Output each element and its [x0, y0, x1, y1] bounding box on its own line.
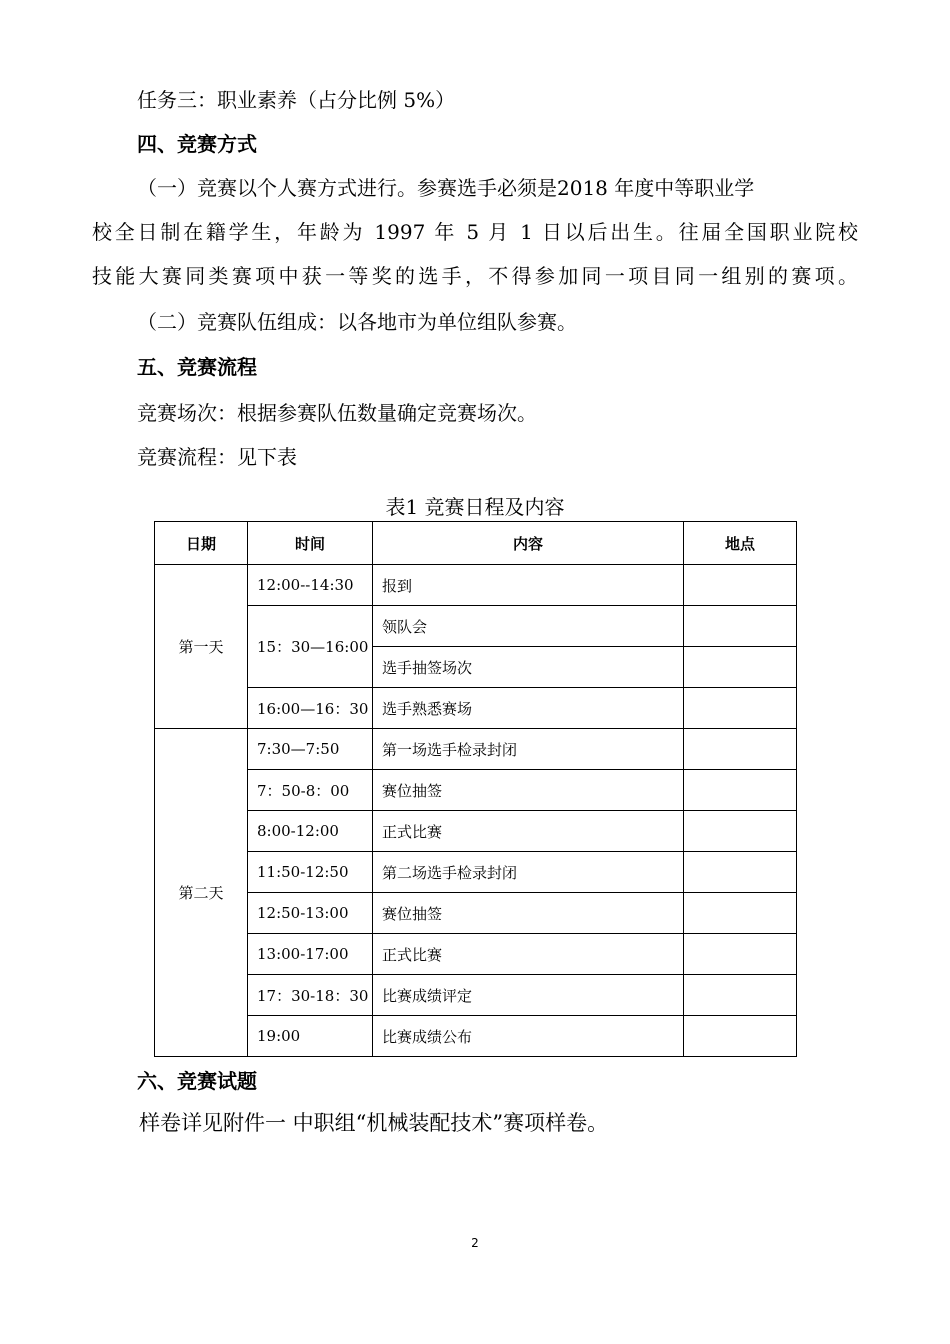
place-cell [684, 688, 797, 729]
table-row [155, 975, 797, 1016]
time-cell: 7:30—7:50 [248, 729, 373, 770]
time-cell: 11:50-12:50 [248, 852, 373, 893]
place-cell [684, 770, 797, 811]
header-date: 日期 [155, 522, 248, 565]
place-cell [684, 934, 797, 975]
content-cell: 领队会 [373, 606, 684, 647]
sec5-para2: 竞赛流程：见下表 [137, 445, 297, 469]
content-cell: 赛位抽签 [373, 893, 684, 934]
time-cell: 12:50-13:00 [248, 893, 373, 934]
table-row [155, 893, 797, 934]
day-cell: 第二天 [155, 729, 248, 1057]
time-cell: 15：30—16:00 [248, 606, 373, 688]
content-cell: 选手抽签场次 [373, 647, 684, 688]
content-cell: 正式比赛 [373, 811, 684, 852]
header-place: 地点 [684, 522, 797, 565]
table-row [155, 606, 797, 647]
content-cell: 报到 [373, 565, 684, 606]
sec5-para1: 竞赛场次：根据参赛队伍数量确定竞赛场次。 [137, 401, 537, 425]
time-cell: 13:00-17:00 [248, 934, 373, 975]
table-row [155, 811, 797, 852]
table-row [155, 565, 797, 606]
table-header-row [155, 522, 797, 565]
table-caption: 表1 竞赛日程及内容 [385, 495, 565, 519]
content-cell: 第一场选手检录封闭 [373, 729, 684, 770]
content-cell: 比赛成绩评定 [373, 975, 684, 1016]
section-4-heading: 四、竞赛方式 [137, 132, 257, 156]
table-row [155, 852, 797, 893]
section-5-heading: 五、竞赛流程 [137, 355, 257, 379]
time-cell: 16:00—16：30 [248, 688, 373, 729]
place-cell [684, 852, 797, 893]
task3-line: 任务三：职业素养（占分比例 5%） [137, 88, 456, 112]
content-cell: 比赛成绩公布 [373, 1016, 684, 1057]
time-cell: 12:00--14:30 [248, 565, 373, 606]
time-cell: 17：30-18：30 [248, 975, 373, 1016]
sec4-para2: （二）竞赛队伍组成：以各地市为单位组队参赛。 [137, 310, 577, 334]
content-cell: 赛位抽签 [373, 770, 684, 811]
section-6-heading: 六、竞赛试题 [137, 1069, 257, 1093]
header-time: 时间 [248, 522, 373, 565]
place-cell [684, 1016, 797, 1057]
day-cell: 第一天 [155, 565, 248, 729]
place-cell [684, 606, 797, 647]
table-row [155, 688, 797, 729]
table-row [155, 1016, 797, 1057]
table-row [155, 934, 797, 975]
content-cell: 正式比赛 [373, 934, 684, 975]
place-cell [684, 565, 797, 606]
table-row [155, 729, 797, 770]
time-cell: 8:00-12:00 [248, 811, 373, 852]
schedule-table [154, 521, 797, 1057]
table-row [155, 770, 797, 811]
sec4-para1-line3: 技能大赛同类赛项中获一等奖的选手，不得参加同一项目同一组别的赛项。 [92, 264, 858, 288]
sec6-para1: 样卷详见附件一 中职组“机械装配技术”赛项样卷。 [139, 1111, 609, 1135]
header-content: 内容 [373, 522, 684, 565]
content-cell: 选手熟悉赛场 [373, 688, 684, 729]
place-cell [684, 811, 797, 852]
time-cell: 7：50-8：00 [248, 770, 373, 811]
place-cell [684, 729, 797, 770]
page-number: 2 [471, 1236, 479, 1250]
time-cell: 19:00 [248, 1016, 373, 1057]
place-cell [684, 975, 797, 1016]
place-cell [684, 893, 797, 934]
sec4-para1-line2: 校全日制在籍学生，年龄为 1997 年 5 月 1 日以后出生。往届全国职业院校 [92, 220, 858, 244]
content-cell: 第二场选手检录封闭 [373, 852, 684, 893]
sec4-para1-line1: （一）竞赛以个人赛方式进行。参赛选手必须是2018 年度中等职业学 [137, 176, 755, 200]
place-cell [684, 647, 797, 688]
